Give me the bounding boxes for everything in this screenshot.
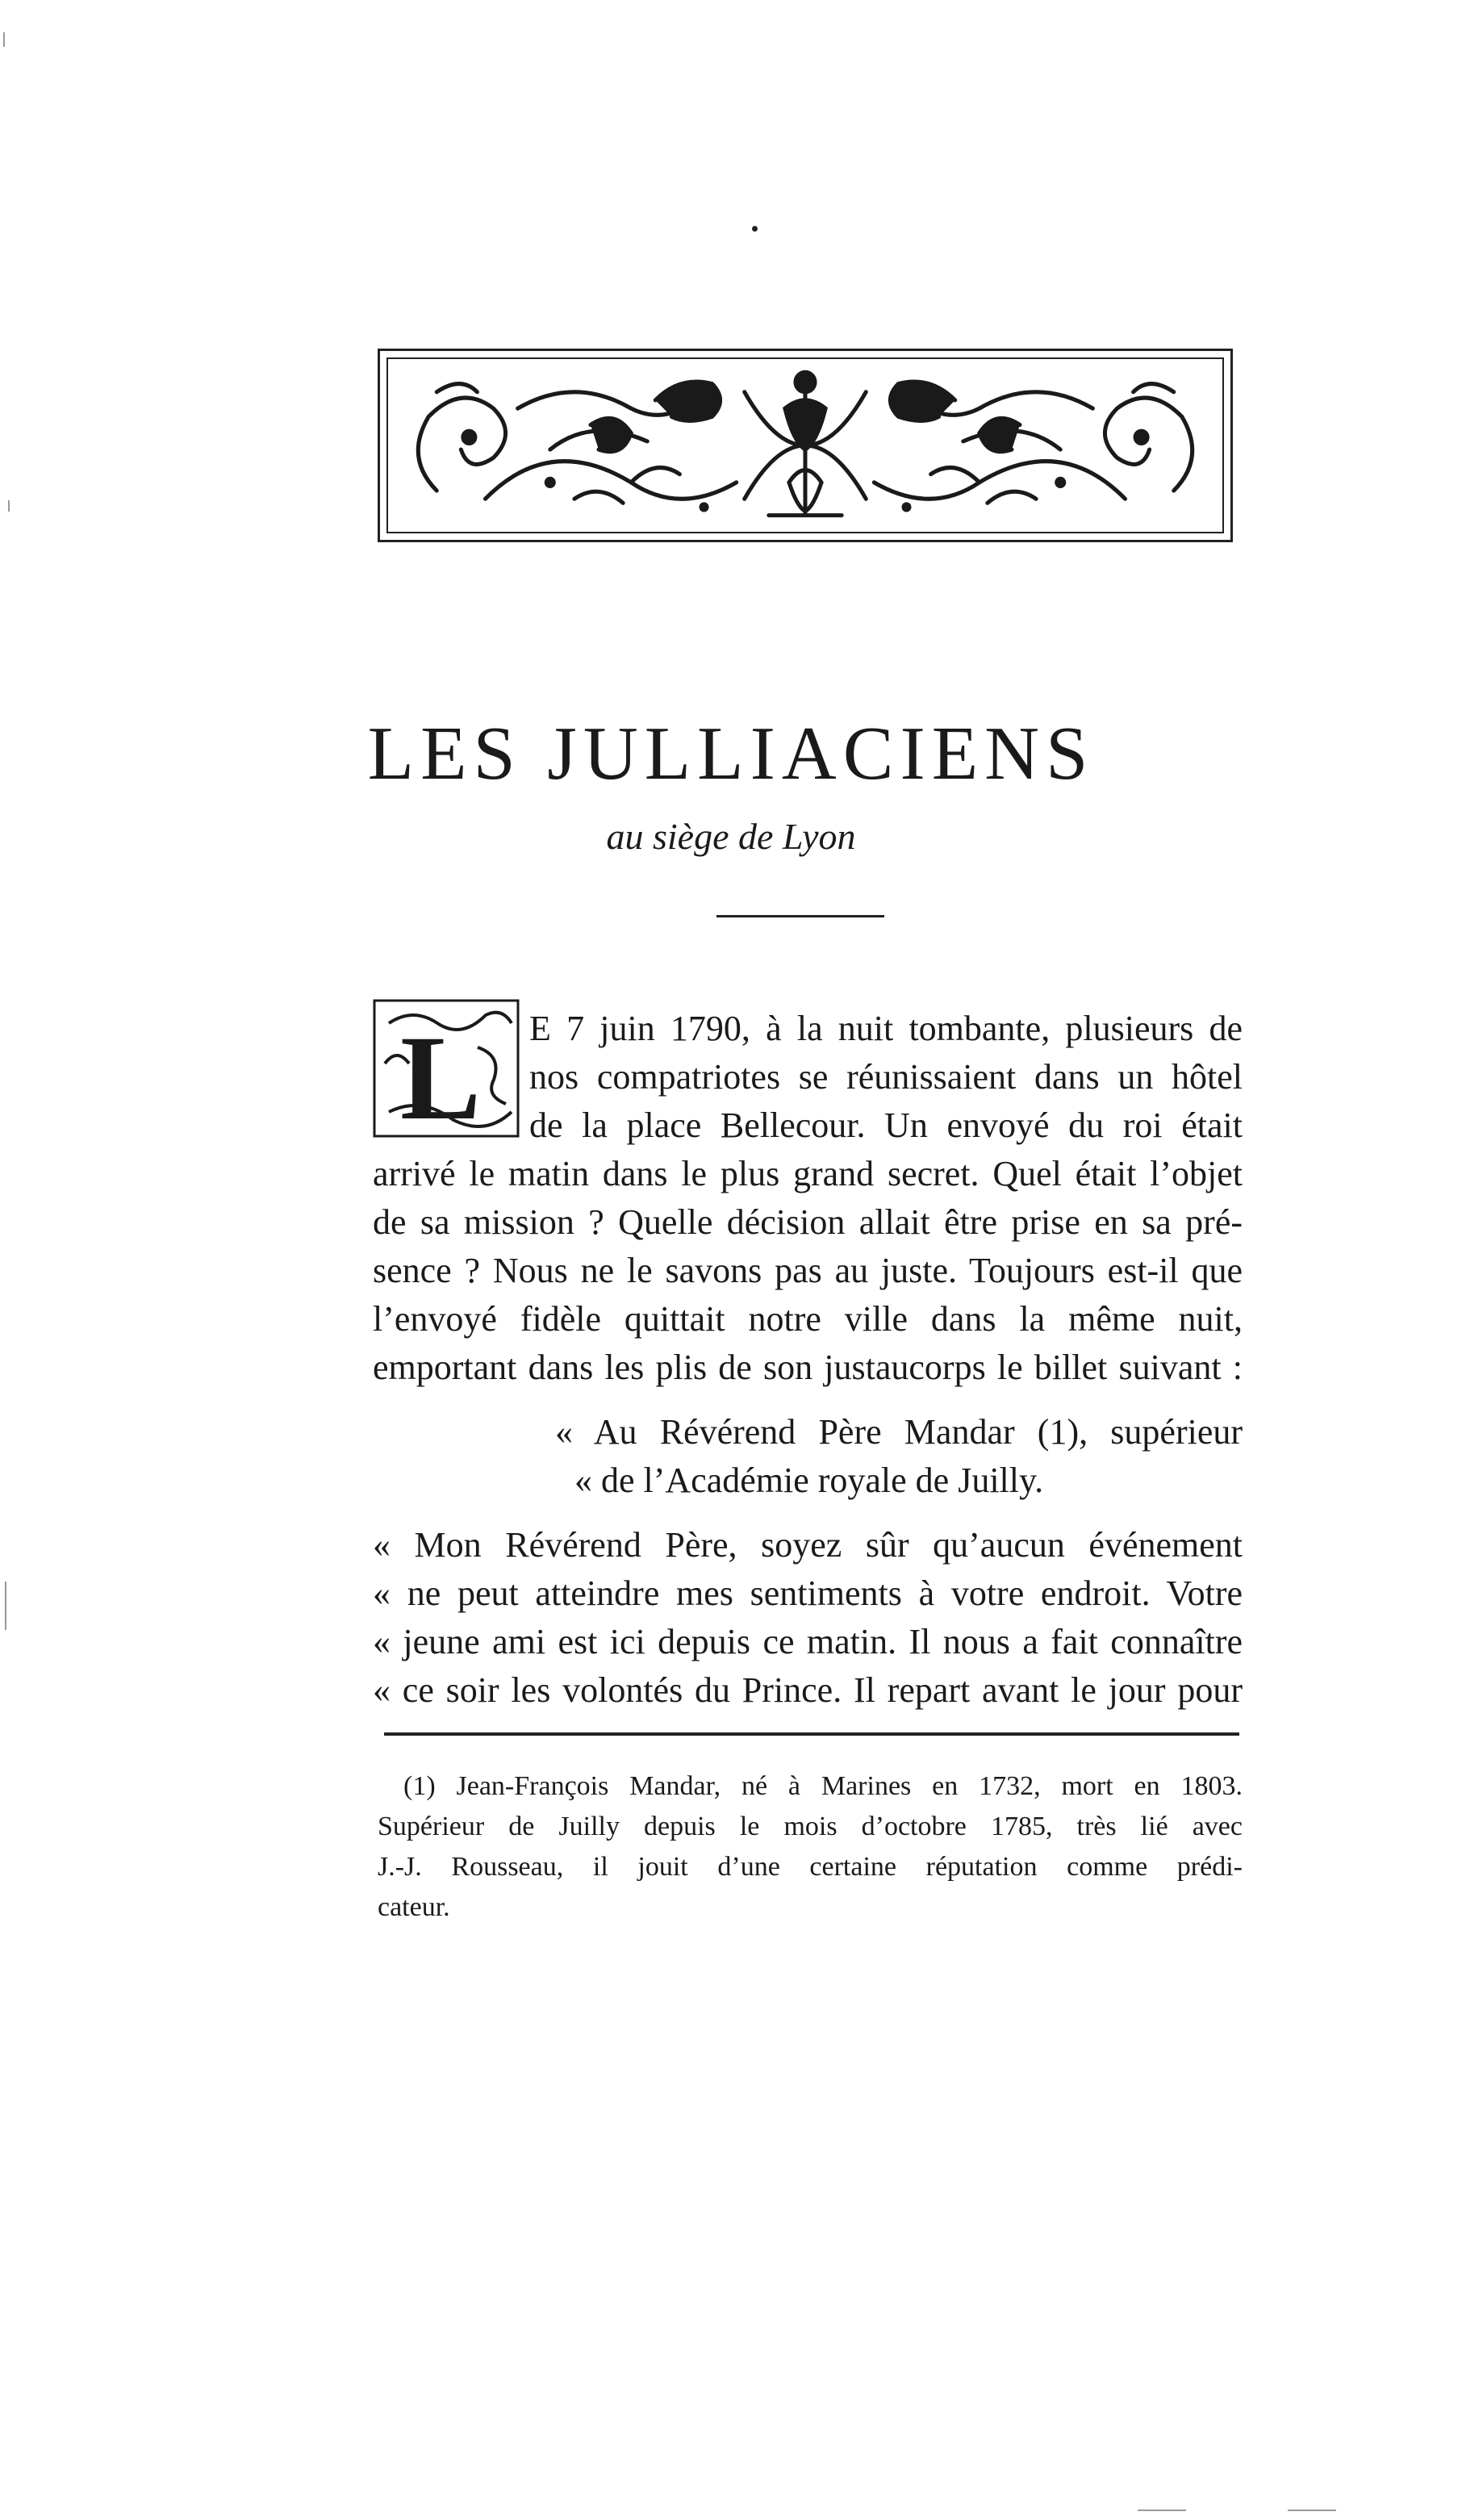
printer-mark xyxy=(752,226,758,232)
paragraph-line: sence ? Nous ne le savons pas au juste. Toujours est-il que xyxy=(373,1251,1243,1290)
footnote-line: J.-J. Rousseau, il jouit d’une certaine réputation comme prédi- xyxy=(378,1852,1243,1882)
footnote-line: (1) Jean-François Mandar, né à Marines en 1732, mort en 1803. xyxy=(403,1771,1243,1801)
paragraph-line: nos compatriotes se réunissaient dans un hôtel xyxy=(529,1057,1243,1097)
scan-mark xyxy=(5,1582,6,1630)
paragraph-line: emportant dans les plis de son justaucorps le billet suivant : xyxy=(373,1348,1243,1387)
scan-mark xyxy=(8,500,10,512)
footnote-divider xyxy=(384,1732,1239,1736)
letter-line: « Mon Révérend Père, soyez sûr qu’aucun événement xyxy=(373,1525,1243,1565)
chapter-subtitle: au siège de Lyon xyxy=(606,816,856,857)
letter-line: « ne peut atteindre mes sentiments à votre endroit. Votre xyxy=(373,1573,1243,1613)
salutation-line: « de l’Académie royale de Juilly. xyxy=(574,1461,1044,1500)
salutation-line: « Au Révérend Père Mandar (1), supérieur xyxy=(555,1412,1243,1452)
decorated-initial-icon xyxy=(373,999,520,1138)
paragraph-line: arrivé le matin dans le plus grand secret. Quel était l’objet xyxy=(373,1154,1243,1193)
scan-mark xyxy=(3,32,5,47)
letter-line: « jeune ami est ici depuis ce matin. Il nous a fait connaître xyxy=(373,1622,1243,1661)
ornamental-headpiece-icon xyxy=(378,349,1233,542)
scan-mark xyxy=(1288,2510,1336,2511)
paragraph-line: de sa mission ? Quelle décision allait être prise en sa pré- xyxy=(373,1202,1243,1242)
chapter-title: LES JULLIACIENS xyxy=(367,712,1095,796)
dropcap-letter: L xyxy=(400,1011,482,1138)
title-divider xyxy=(716,915,884,917)
paragraph-line: E 7 juin 1790, à la nuit tombante, plusieurs de xyxy=(529,1009,1243,1048)
scan-mark xyxy=(1138,2510,1186,2511)
letter-line: « ce soir les volontés du Prince. Il repart avant le jour pour xyxy=(373,1670,1243,1710)
footnote-line: Supérieur de Juilly depuis le mois d’octobre 1785, très lié avec xyxy=(378,1812,1243,1841)
footnote-line: cateur. xyxy=(378,1892,450,1922)
paragraph-line: l’envoyé fidèle quittait notre ville dans la même nuit, xyxy=(373,1299,1243,1339)
paragraph-line: de la place Bellecour. Un envoyé du roi était xyxy=(529,1105,1243,1145)
